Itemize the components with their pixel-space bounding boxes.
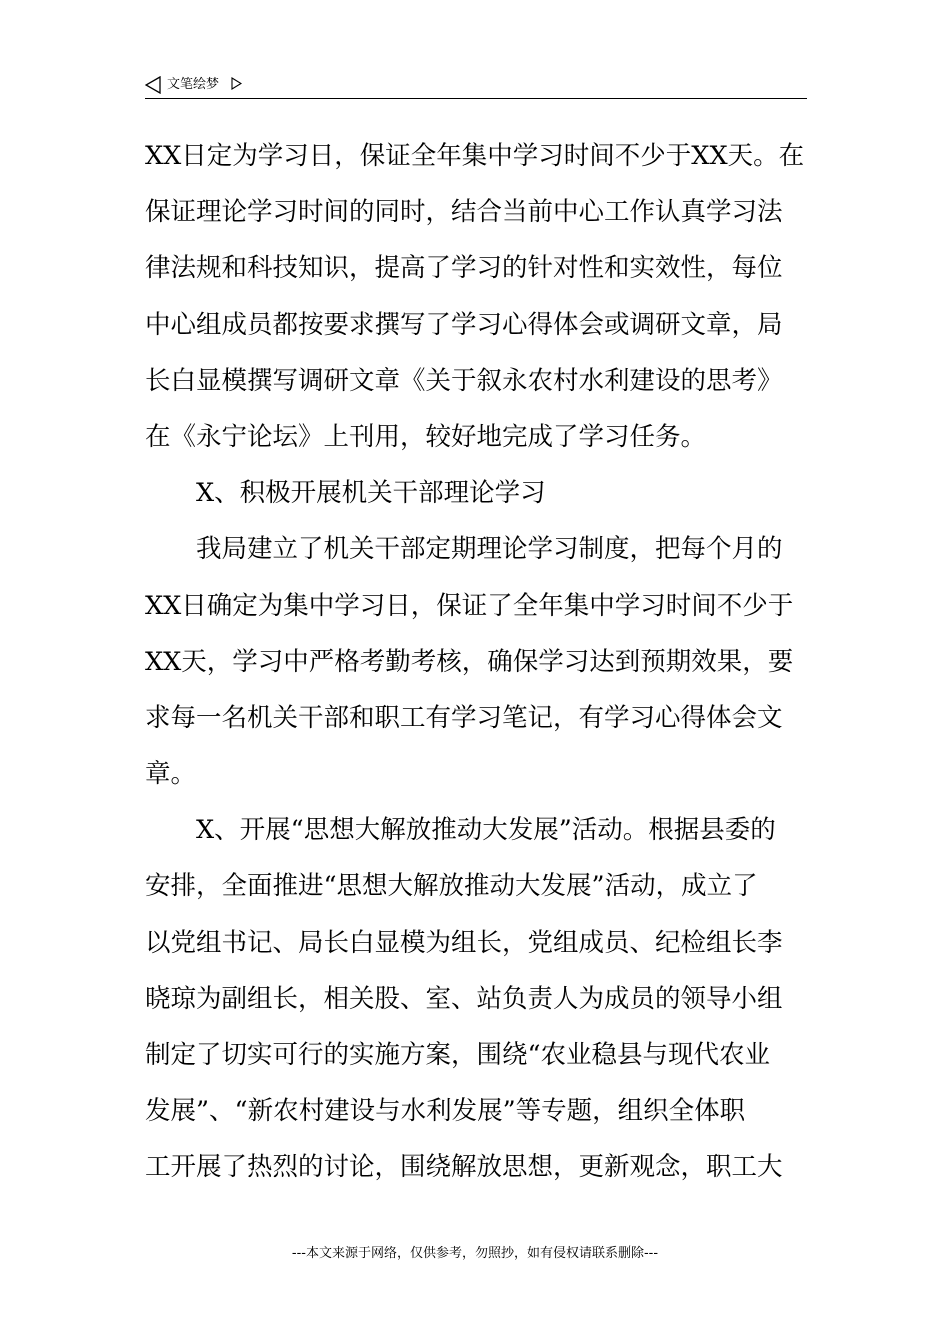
text-line: 律法规和科技知识，提高了学习的针对性和实效性，每位	[145, 253, 783, 284]
text-line: 安排，全面推进“思想大解放推动大发展”活动，成立了	[145, 871, 758, 902]
text-line: 保证理论学习时间的同时，结合当前中心工作认真学习法	[145, 197, 783, 228]
text-line: XX天，学习中严格考勤考核，确保学习达到预期效果，要	[145, 646, 794, 677]
text-line: 发展”、“新农村建设与水利发展”等专题，组织全体职	[145, 1096, 746, 1127]
text-line: 工开展了热烈的讨论，围绕解放思想，更新观念，职工大	[145, 1152, 783, 1183]
text-line: 在《永宁论坛》上刊用，较好地完成了学习任务。	[145, 421, 707, 452]
document-body	[145, 128, 807, 1196]
text-line: 制定了切实可行的实施方案，围绕“农业稳县与现代农业	[145, 1040, 771, 1070]
text-line: 章。	[145, 759, 197, 790]
text-line: 我局建立了机关干部定期理论学习制度，把每个月的	[196, 534, 783, 565]
page-header	[145, 74, 807, 99]
header-title: 文笔绘梦	[167, 77, 220, 92]
triangle-left-outline-icon	[145, 76, 161, 94]
page-footer: ---本文来源于网络，仅供参考，勿照抄，如有侵权请联系删除---	[291, 1246, 659, 1261]
text-line: 晓琼为副组长，相关股、室、站负责人为成员的领导小组	[145, 983, 783, 1014]
text-line: XX日定为学习日，保证全年集中学习时间不少于XX天。在	[145, 141, 805, 171]
text-line: X、开展“思想大解放推动大发展”活动。根据县委的	[196, 815, 776, 846]
triangle-right-outline-icon	[231, 77, 242, 90]
text-line: 中心组成员都按要求撰写了学习心得体会或调研文章，局	[145, 309, 783, 340]
text-line: 求每一名机关干部和职工有学习笔记，有学习心得体会文	[145, 702, 783, 733]
text-line: 以党组书记、局长白显模为组长，党组成员、纪检组长李	[145, 927, 783, 958]
section-heading: X、积极开展机关干部理论学习	[196, 478, 546, 509]
text-line: XX日确定为集中学习日，保证了全年集中学习时间不少于	[145, 590, 794, 621]
text-line: 长白显模撰写调研文章《关于叙永农村水利建设的思考》	[145, 365, 783, 396]
